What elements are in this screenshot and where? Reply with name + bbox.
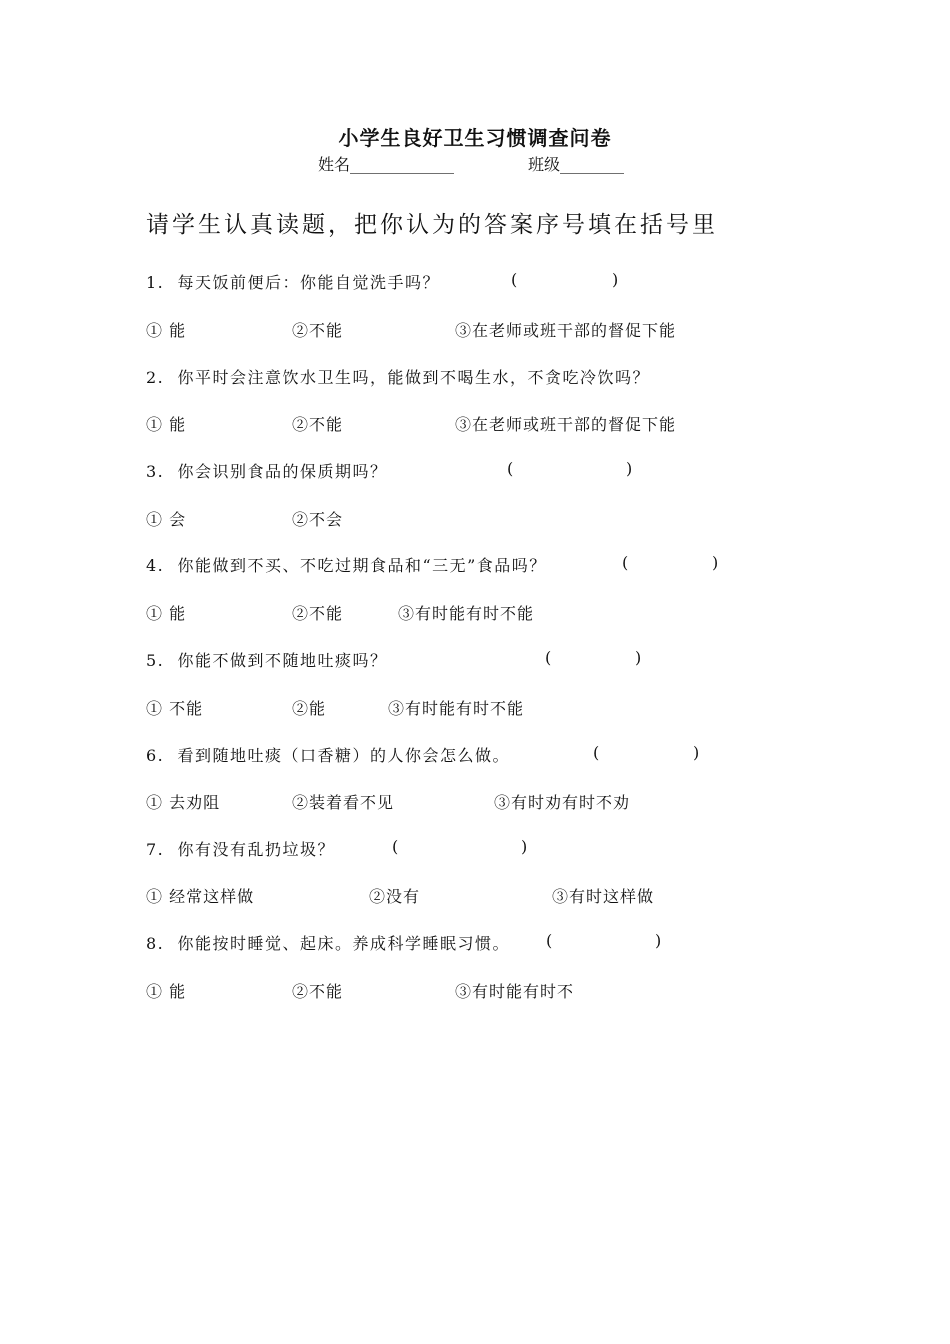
question-1-option-3: ③在老师或班干部的督促下能 [455, 321, 677, 340]
question-4-option-1: ① 能 [146, 604, 187, 623]
question-1-text: 1. 每天饭前便后：你能自觉洗手吗？ [146, 273, 440, 292]
question-5-text: 5. 你能不做到不随地吐痰吗？ [146, 651, 388, 670]
question-3-option-2: ②不会 [292, 510, 344, 529]
question-5-option-2: ②能 [292, 699, 327, 718]
question-5-option-1: ① 不能 [146, 699, 204, 718]
question-2-option-2: ②不能 [292, 415, 344, 434]
question-6-option-1: ① 去劝阻 [146, 793, 221, 812]
question-6-answer-open[interactable]: ( [593, 743, 601, 762]
question-8-text: 8. 你能按时睡觉、起床。养成科学睡眠习惯。 [146, 934, 510, 953]
question-5-option-3: ③有时能有时不能 [388, 699, 525, 718]
question-7-option-2: ②没有 [369, 887, 421, 906]
question-3-text: 3. 你会识别食品的保质期吗？ [146, 462, 388, 481]
question-1-answer-open[interactable]: ( [511, 270, 519, 289]
question-7-option-3: ③有时这样做 [552, 887, 655, 906]
question-8-option-2: ②不能 [292, 982, 344, 1001]
question-8-answer-close[interactable]: ) [655, 931, 663, 950]
question-8-answer-open[interactable]: ( [546, 931, 554, 950]
page-title: 小学生良好卫生习惯调查问卷 [338, 126, 612, 150]
question-4-answer-close[interactable]: ) [712, 553, 720, 572]
question-1-option-1: ① 能 [146, 321, 187, 340]
question-5-answer-close[interactable]: ) [635, 648, 643, 667]
question-6-option-2: ②装着看不见 [292, 793, 395, 812]
question-6-answer-close[interactable]: ) [693, 743, 701, 762]
question-7-answer-open[interactable]: ( [392, 837, 400, 856]
name-field-label: 姓名_____________ [318, 155, 455, 174]
question-1-answer-close[interactable]: ) [612, 270, 620, 289]
question-5-answer-open[interactable]: ( [545, 648, 553, 667]
question-3-answer-close[interactable]: ) [626, 459, 634, 478]
question-2-option-3: ③在老师或班干部的督促下能 [455, 415, 677, 434]
instructions: 请学生认真读题，把你认为的答案序号填在括号里 [146, 212, 718, 238]
question-7-text: 7. 你有没有乱扔垃圾？ [146, 840, 335, 859]
question-4-option-3: ③有时能有时不能 [398, 604, 535, 623]
question-7-answer-close[interactable]: ) [521, 837, 529, 856]
question-2-option-1: ① 能 [146, 415, 187, 434]
question-6-text: 6. 看到随地吐痰（口香糖）的人你会怎么做。 [146, 746, 510, 765]
question-6-option-3: ③有时劝有时不劝 [494, 793, 631, 812]
question-1-option-2: ②不能 [292, 321, 344, 340]
question-4-text: 4. 你能做到不买、不吃过期食品和“三无”食品吗？ [146, 556, 547, 575]
question-7-option-1: ① 经常这样做 [146, 887, 255, 906]
question-8-option-1: ① 能 [146, 982, 187, 1001]
class-field-label: 班级________ [528, 155, 625, 174]
question-4-answer-open[interactable]: ( [622, 553, 630, 572]
question-2-text: 2. 你平时会注意饮水卫生吗，能做到不喝生水，不贪吃冷饮吗？ [146, 368, 650, 387]
question-3-option-1: ① 会 [146, 510, 187, 529]
question-8-option-3: ③有时能有时不 [455, 982, 575, 1001]
question-3-answer-open[interactable]: ( [507, 459, 515, 478]
question-4-option-2: ②不能 [292, 604, 344, 623]
